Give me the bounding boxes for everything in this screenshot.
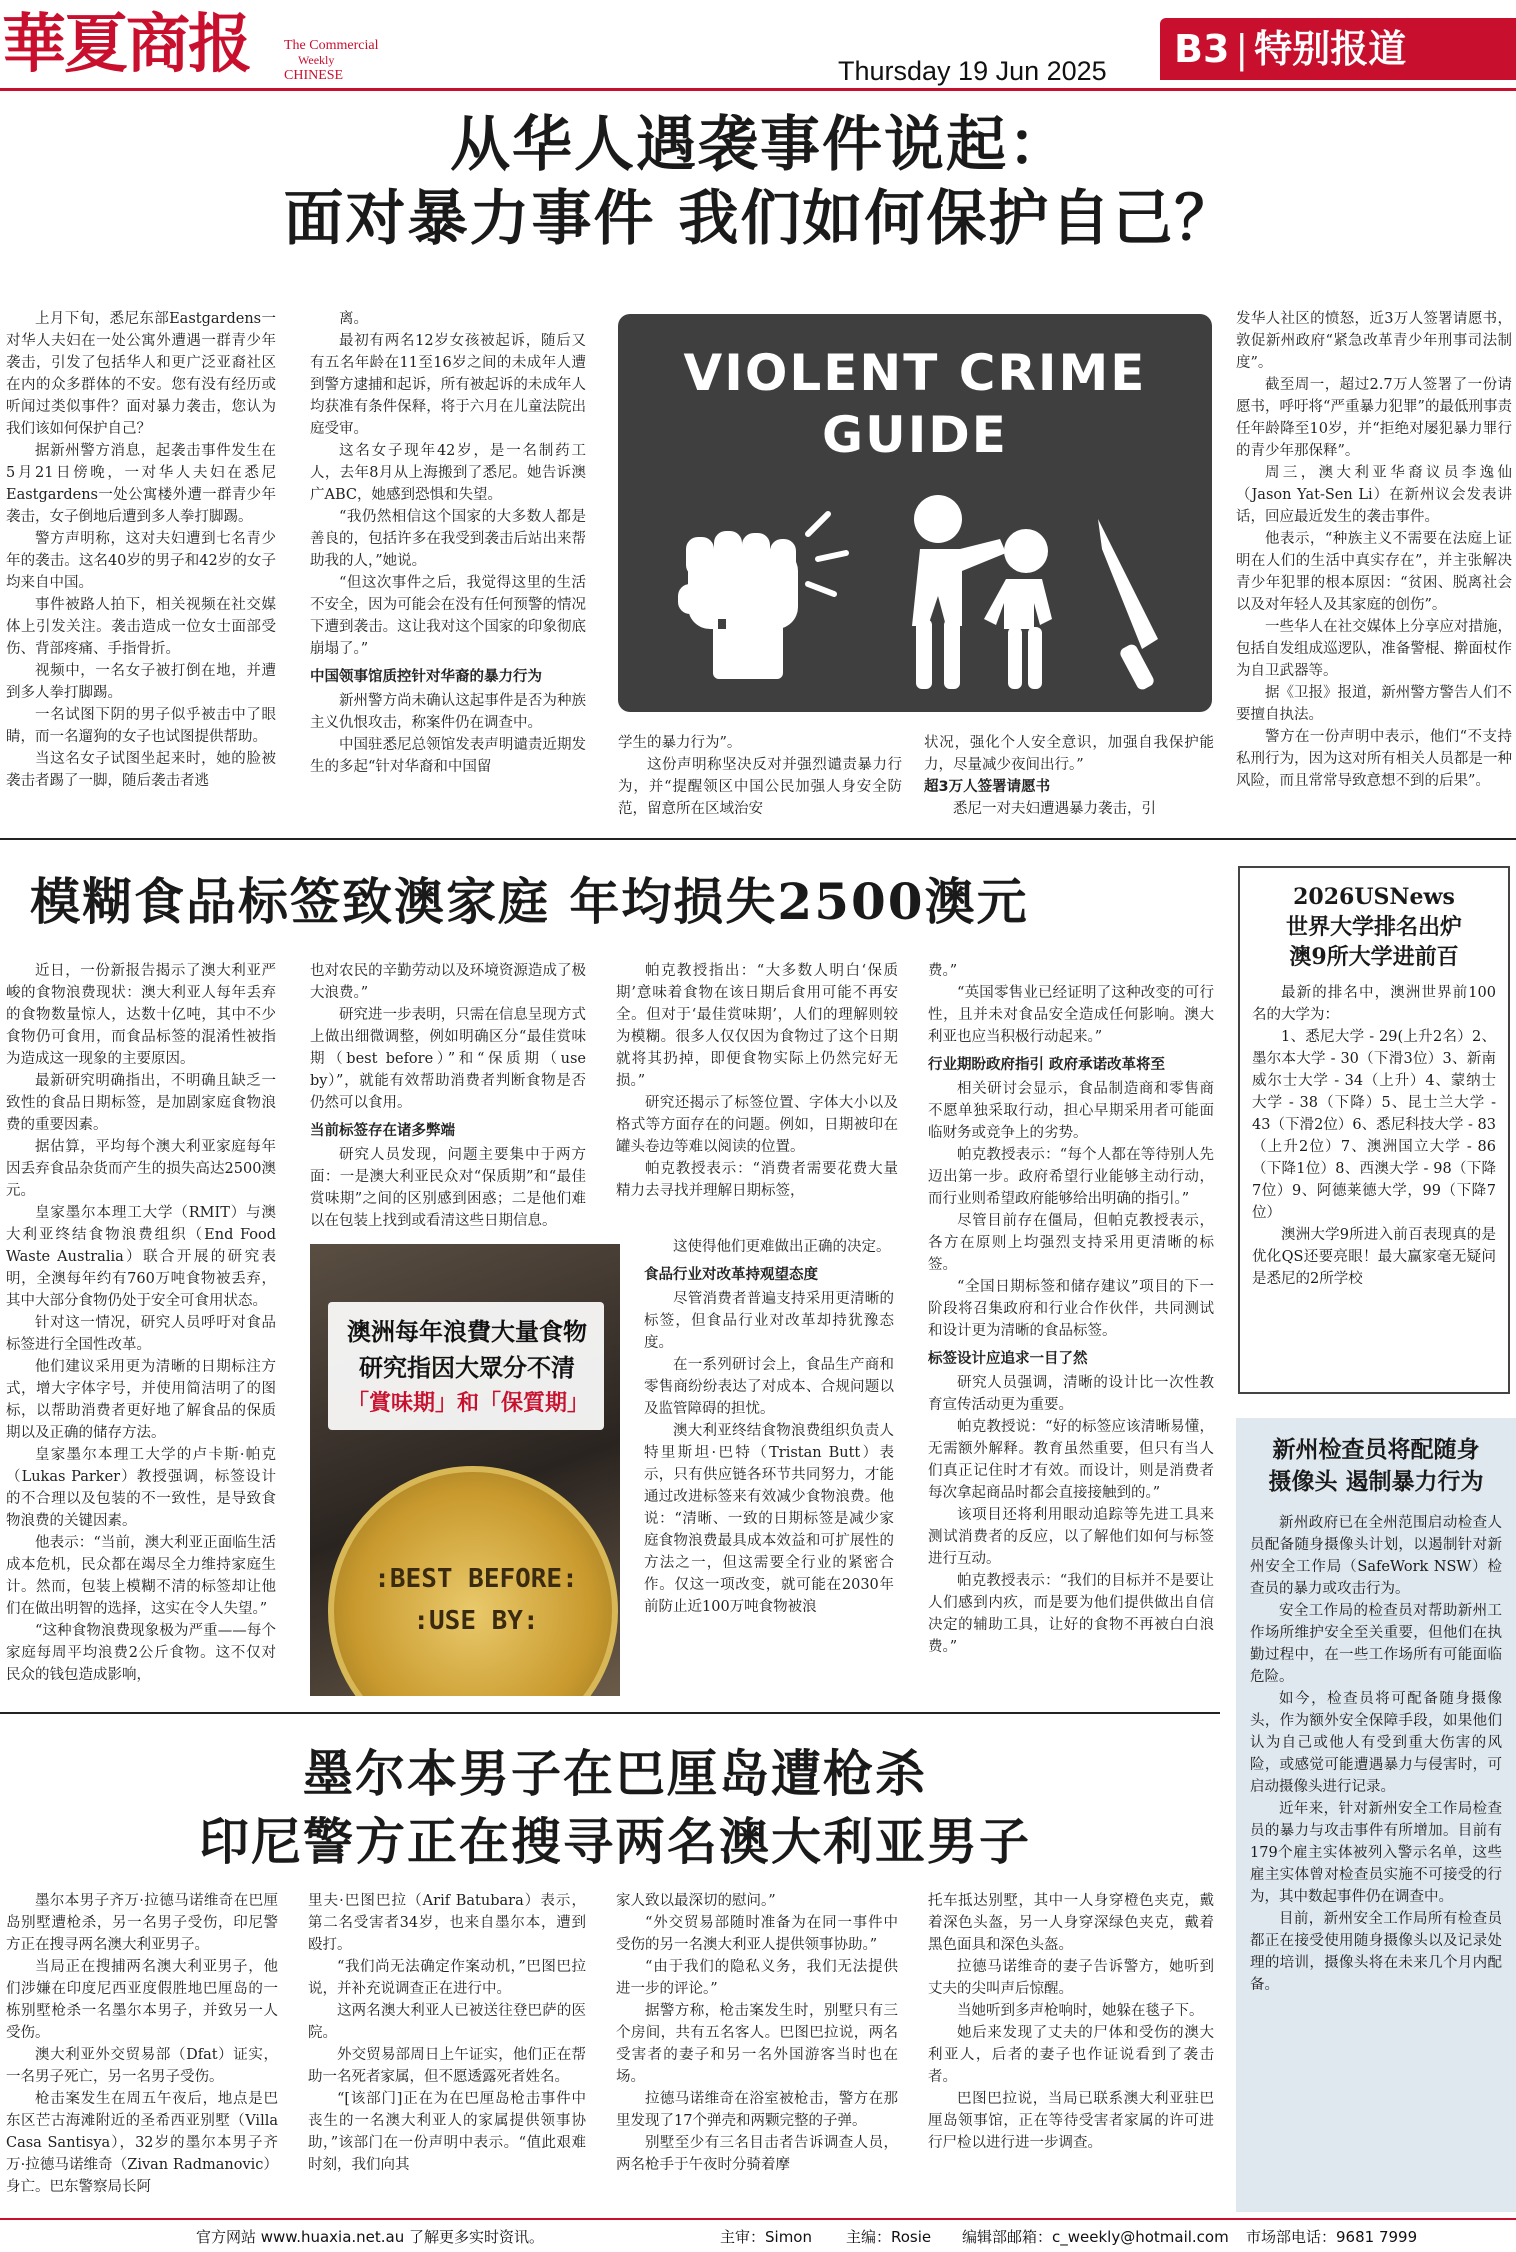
violent-crime-guide-image: VIOLENT CRIME GUIDE <box>618 314 1212 712</box>
section-divider-1 <box>0 838 1516 840</box>
ranking-title-3: 澳9所大学进前百 <box>1289 944 1459 970</box>
ranking-title-2: 世界大学排名出炉 <box>1285 914 1462 940</box>
story3-column-1: 墨尔本男子齐万·拉德马诺维奇在巴厘岛别墅遭枪杀，另一名男子受伤，印尼警方正在搜寻两名澳大利亚男子。 当局正在搜捕两名澳大利亚男子，他们涉嫌在印度尼西亚度假胜地巴厘岛的一栋别墅枪杀一名墨尔本男子，并致另一人受伤。 澳大利亚外交贸易部（Dfat）证实，一名男子死亡，另一名男子受伤。 枪击案发生在周五午夜后，地点是巴东区芒古海滩附近的圣希西亚别墅（Villa Casa Santisya），32岁的墨尔本男子齐万·拉德马诺维奇（Zivan Radmanovic）身亡。巴东警察局长阿 <box>6 1893 278 2195</box>
footer <box>0 2224 1516 2248</box>
story3-column-3: 家人致以最深切的慰问。” “外交贸易部随时准备为在同一事件中受伤的另一名澳大利亚人提供领事协助。” “由于我们的隐私义务，我们无法提供进一步的评论。” 据警方称，枪击案发生时，别墅只有三个房间，共有五名客人。巴图巴拉说，两名受害者的妻子和另一名外国游客当时也在场。 拉德马诺维奇在浴室被枪击，警方在那里发现了17个弹壳和两颗完整的子弹。 别墅至少有三名目击者告诉调查人员，两名枪手于午夜时分骑着摩 <box>616 1893 898 2173</box>
story3-headline: 墨尔本男子在巴厘岛遭枪杀 印尼警方正在搜寻两名澳大利亚男子 <box>199 1744 1031 1871</box>
food-label-image: 澳洲每年浪費大量食物 研究指因大眾分不清 「賞味期」和「保質期」 :BEST BEFORE: :USE BY: <box>310 1244 620 1696</box>
story1-subhead-consulate: 中国领事馆质控针对华裔的暴力行为 <box>310 669 542 685</box>
story1-headline: 从华人遇袭事件说起： 面对暴力事件 我们如何保护自己？ <box>283 110 1237 254</box>
safework-title-1: 新州检查员将配随身 <box>1272 1436 1480 1463</box>
masthead <box>0 0 1516 86</box>
story1-column-1: 上月下旬，悉尼东部Eastgardens一对华人夫妇在一处公寓外遭遇一群青少年袭击，引发了包括华人和更广泛亚裔社区在内的众多群体的不安。您有没有经历或听闻过类似事件？面对暴力袭击，您认为我们该如何保护自己？ 据新州警方消息，起袭击事件发生在5月21日傍晚，一对华人夫妇在悉尼Eastgardens一处公寓楼外遭一群青少年袭击，女子倒地后遭到多人拳打脚踢。 警方声明称，这对夫妇遭到七名青少年的袭击。这名40岁的男子和42岁的女子均来自中国。 事件被路人拍下，相关视频在社交媒体上引发关注。袭击造成一位女士面部受伤、背部疼痛、手指骨折。 视频中，一名女子被打倒在地，并遭到多人拳打脚踢。 一名试图下阴的男子似乎被击中了眼睛，而一名遛狗的女子也试图提供帮助。 当这名女子试图坐起来时，她的脸被袭击者踢了一脚，随后袭击者逃 <box>6 311 276 789</box>
footer-divider <box>0 2218 1516 2220</box>
story2-column-3b: 这使得他们更难做出正确的决定。 食品行业对改革持观望态度 尽管消费者普遍支持采用更清晰的标签，但食品行业对改革却持犹豫态度。 在一系列研讨会上，食品生产商和零售商纷纷表达了对成本、合规问题以及监管障碍的担忧。 澳大利亚终结食物浪费组织负责人特里斯坦·巴特（Tristan Butt）表示，只有供应链各环节共同努力，才能通过改进标签来有效减少食物浪费。他说：“清晰、一致的日期标签是减少家庭食物浪费最具成本效益和可扩展性的方法之一，但这需要全行业的紧密合作。仅这一项改变，就可能在2030年前防止近100万吨食物被浪 <box>644 1239 894 1615</box>
issue-date: Thursday 19 Jun 2025 <box>838 56 1107 86</box>
safework-title-2: 摄像头 遏制暴力行为 <box>1268 1468 1484 1495</box>
masthead-divider <box>0 88 1516 91</box>
logo-english: The Commercial Weekly CHINESE <box>284 38 379 83</box>
story2-subhead-label-issues: 当前标签存在诸多弊端 <box>310 1123 455 1139</box>
story1-column-4: 状况，强化个人安全意识，加强自我保护能力，尽量减少夜间出行。” 超3万人签署请愿书 悉尼一对夫妇遭遇暴力袭击，引 <box>924 735 1214 817</box>
footer-chief-editor: 主编：Rosie <box>846 2228 932 2246</box>
footer-email: 编辑部邮箱：c_weekly@hotmail.com <box>962 2228 1229 2246</box>
section-name: 特别报道 <box>1254 27 1407 71</box>
violence-illustration-icon <box>658 479 1178 699</box>
footer-website: 官方网站 www.huaxia.net.au 了解更多实时资讯。 <box>196 2228 545 2246</box>
ranking-title-1: 2026USNews <box>1293 884 1455 910</box>
story3-column-2: 里夫·巴图巴拉（Arif Batubara）表示，第二名受害者34岁，也来自墨尔本，遭到殴打。 “我们尚无法确定作案动机，”巴图巴拉说，并补充说调查正在进行中。 这两名澳大利亚人已被送往登巴萨的医院。 外交贸易部周日上午证实，他们正在帮助一名死者家属，但不愿透露死者姓名。 “[该部门]正在为在巴厘岛枪击事件中丧生的一名澳大利亚人的家属提供领事协助，”该部门在一份声明中表示。“值此艰难时刻，我们向其 <box>308 1893 586 2173</box>
story2-column-3: 帕克教授指出：“大多数人明白‘保质期’意味着食物在该日期后食用可能不再安全。但对于‘最佳赏味期’，人们的理解则较为模糊。很多人仅仅因为食物过了这个日期就将其扔掉，即便食物实际上仍然完好无损。” 研究还揭示了标签位置、字体大小以及格式等方面存在的问题。例如，日期被印在罐头卷边等难以阅读的位置。 帕克教授表示：“消费者需要花费大量精力去寻找并理解日期标签， <box>616 963 898 1199</box>
story2-headline: 模糊食品标签致澳家庭 年均损失2500澳元 <box>30 872 1029 931</box>
university-ranking-box: 2026USNews 世界大学排名出炉 澳9所大学进前百 最新的排名中，澳洲世界前100名的大学为： 1、悉尼大学 - 29(上升2名）2、墨尔本大学 - 30（下滑3位）3、新南威尔士大学 - 34（上升）4、蒙纳士大学 - 38（下降）5、昆士兰大学 - 43（下滑2位）6、悉尼科技大学 - 83（上升2位）7、澳洲国立大学 - 86（下降1位）8、西澳大学 - 98（下降7位）9、阿德莱德大学，99（下降7位） 澳洲大学9所进入前百表现真的是优化QS还要亮眼！最大赢家毫无疑问是悉尼的2所学校 <box>1238 866 1510 1394</box>
story1-column-5: 发华人社区的愤怒，近3万人签署请愿书，敦促新州政府“紧急改革青少年刑事司法制度”。 截至周一，超过2.7万人签署了一份请愿书，呼吁将“严重暴力犯罪”的最低刑事责任年龄降至10岁，并“拒绝对屡犯暴力罪行的青少年那保释”。 周三，澳大利亚华裔议员李逸仙（Jason Yat-Sen Li）在新州议会发表讲话，回应最近发生的袭击事件。 他表示，“种族主义不需要在法庭上证明在人们的生活中真实存在”，并主张解决青少年犯罪的根本原因：“贫困、脱离社会以及对年轻人及其家庭的创伤”。 一些华人在社交媒体上分享应对措施，包括自发组成巡逻队，准备警棍、擀面杖作为自卫武器等。 据《卫报》报道，新州警方警告人们不要擅自执法。 警方在一份声明中表示，他们“不支持私刑行为，因为这对所有相关人员都是一种风险，而且常常导致意想不到的后果”。 <box>1236 311 1512 789</box>
story1-column-3: 学生的暴力行为”。 这份声明称坚决反对并强烈谴责暴力行为，并“提醒领区中国公民加强人身安全防范，留意所在区域治安 <box>618 735 902 817</box>
story2-column-2: 也对农民的辛勤劳动以及环境资源造成了极大浪费。” 研究进一步表明，只需在信息呈现方式上做出细微调整，例如明确区分“最佳赏味期（best before）”和“保质期（use by）”，就能有效帮助消费者判断食物是否仍然可以食用。 当前标签存在诸多弊端 研究人员发现，问题主要集中于两方面：一是澳大利亚民众对“保质期”和“最佳赏味期”之间的区别感到困惑；二是他们难以在包装上找到或看清这些日期信息。 <box>310 963 586 1228</box>
story2-column-4: 费。” “英国零售业已经证明了这种改变的可行性，且并未对食品安全造成任何影响。澳大利亚也应当积极行动起来。” 行业期盼政府指引 政府承诺改革将至 相关研讨会显示，食品制造商和零售商不愿单独采取行动，担心早期采用者可能面临财务或竞争上的劣势。 帕克教授表示：“每个人都在等待别人先迈出第一步。政府希望行业能够主动行动，而行业则希望政府能够给出明确的指引。” 尽管目前存在僵局，但帕克教授表示，各方在原则上均强烈支持采用更清晰的标签。 “全国日期标签和储存建议”项目的下一阶段将召集政府和行业合作伙伴，共同测试和设计更为清晰的食品标签。 标签设计应追求一目了然 研究人员强调，清晰的设计比一次性教育宣传活动更为重要。 帕克教授说：“好的标签应该清晰易懂，无需额外解释。教育虽然重要，但只有当人们真正记住时才有效。而设计，则是消费者每次拿起商品时都会直接接触到的。” 该项目还将利用眼动追踪等先进工具来测试消费者的反应，以了解他们如何与标签进行互动。 帕克教授表示：“我们的目标并不是要让人们感到内疚，而是要为他们提供做出自信决定的辅助工具，让好的食物不再被白白浪费。” <box>928 963 1214 1655</box>
section-tab: B3 | 特别报道 <box>1160 18 1516 80</box>
safework-camera-sidebar: 新州检查员将配随身 摄像头 遏制暴力行为 新州政府已在全州范围启动检查人员配备随身摄像头计划，以遏制针对新州安全工作局（SafeWork NSW）检查员的暴力或攻击行为。 安全工作局的检查员对帮助新州工作场所维护安全至关重要，但他们在执勤过程中，在一些工作场所有可能面临危险。 如今，检查员将可配备随身摄像头，作为额外安全保障手段，如果他们认为自己或他人有受到重大伤害的风险，或感觉可能遭遇暴力与侵害时，可启动摄像头进行记录。 近年来，针对新州安全工作局检查员的暴力与攻击事件有所增加。目前有179个雇主实体被列入警示名单，这些雇主实体曾对检查员实施不可接受的行为，其中数起事件仍在调查中。 目前，新州安全工作局所有检查员都正在接受使用随身摄像头以及记录处理的培训，摄像头将在未来几个月内配备。 <box>1236 1418 1516 2212</box>
story2-column-1: 近日，一份新报告揭示了澳大利亚严峻的食物浪费现状：澳大利亚人每年丢弃的食物数量惊人，达数十亿吨，其中不少食物仍可食用，而食品标签的混淆性被指为造成这一现象的主要原因。 最新研究明确指出，不明确且缺乏一致性的食品日期标签，是加剧家庭食物浪费的重要因素。 据估算，平均每个澳大利亚家庭每年因丢弃食品杂货而产生的损失高达2500澳元。 皇家墨尔本理工大学（RMIT）与澳大利亚终结食物浪费组织（End Food Waste Australia）联合开展的研究表明，全澳每年约有760万吨食物被丢弃，其中大部分食物仍处于安全可食用状态。 针对这一情况，研究人员呼吁对食品标签进行全国性改革。 他们建议采用更为清晰的日期标注方式，增大字体字号，并使用简洁明了的图标，以帮助消费者更好地了解食品的保质期以及正确的储存方法。 皇家墨尔本理工大学的卢卡斯·帕克（Lukas Parker）教授强调，标签设计的不合理以及包装的不一致性，是导致食物浪费的关键因素。 他表示：“当前，澳大利亚正面临生活成本危机，民众都在竭尽全力维持家庭生计。然而，包装上模糊不清的标签却让他们在做出明智的选择，这实在令人失望。” “这种食物浪费现象极为严重——每个家庭每周平均浪费2公斤食物。这不仅对民众的钱包造成影响， <box>6 963 276 1683</box>
story2-subhead-design: 标签设计应追求一目了然 <box>928 1351 1088 1367</box>
page-number: B3 <box>1174 27 1230 71</box>
story2-subhead-industry: 食品行业对改革持观望态度 <box>644 1267 818 1283</box>
footer-marketing-phone: 市场部电话：9681 7999 <box>1246 2228 1418 2246</box>
story2-subhead-government: 行业期盼政府指引 政府承诺改革将至 <box>928 1057 1166 1073</box>
story3-column-4: 托车抵达别墅，其中一人身穿橙色夹克，戴着深色头盔，另一人身穿深绿色夹克，戴着黑色面具和深色头盔。 拉德马诺维奇的妻子告诉警方，她听到丈夫的尖叫声后惊醒。 当她听到多声枪响时，她躲在毯子下。 她后来发现了丈夫的尸体和受伤的澳大利亚人，后者的妻子也作证说看到了袭击者。 巴图巴拉说，当局已联系澳大利亚驻巴厘岛领事馆，正在等待受害者家属的许可进行尸检以进行进一步调查。 <box>928 1893 1214 2151</box>
story1-column-2: 离。 最初有两名12岁女孩被起诉，随后又有五名年龄在11至16岁之间的未成年人遭到警方逮捕和起诉，所有被起诉的未成年人均获准有条件保释，将于六月在儿童法院出庭受审。 这名女子现年42岁，是一名制药工人，去年8月从上海搬到了悉尼。她告诉澳广ABC，她感到恐惧和失望。 “我仍然相信这个国家的大多数人都是善良的，包括许多在我受到袭击后站出来帮助我的人，”她说。 “但这次事件之后，我觉得这里的生活不安全，因为可能会在没有任何预警的情况下遭到袭击。这让我对这个国家的印象彻底崩塌了。” 中国领事馆质控针对华裔的暴力行为 新州警方尚未确认这起事件是否为种族主义仇恨攻击，称案件仍在调查中。 中国驻悉尼总领馆发表声明谴责近期发生的多起“针对华裔和中国留 <box>310 311 586 775</box>
newspaper-logo: 華夏商报 <box>2 7 250 82</box>
footer-editor: 主审：Simon <box>720 2228 812 2246</box>
story1-subhead-petition: 超3万人签署请愿书 <box>924 779 1051 795</box>
section-divider-2 <box>0 1712 1220 1714</box>
